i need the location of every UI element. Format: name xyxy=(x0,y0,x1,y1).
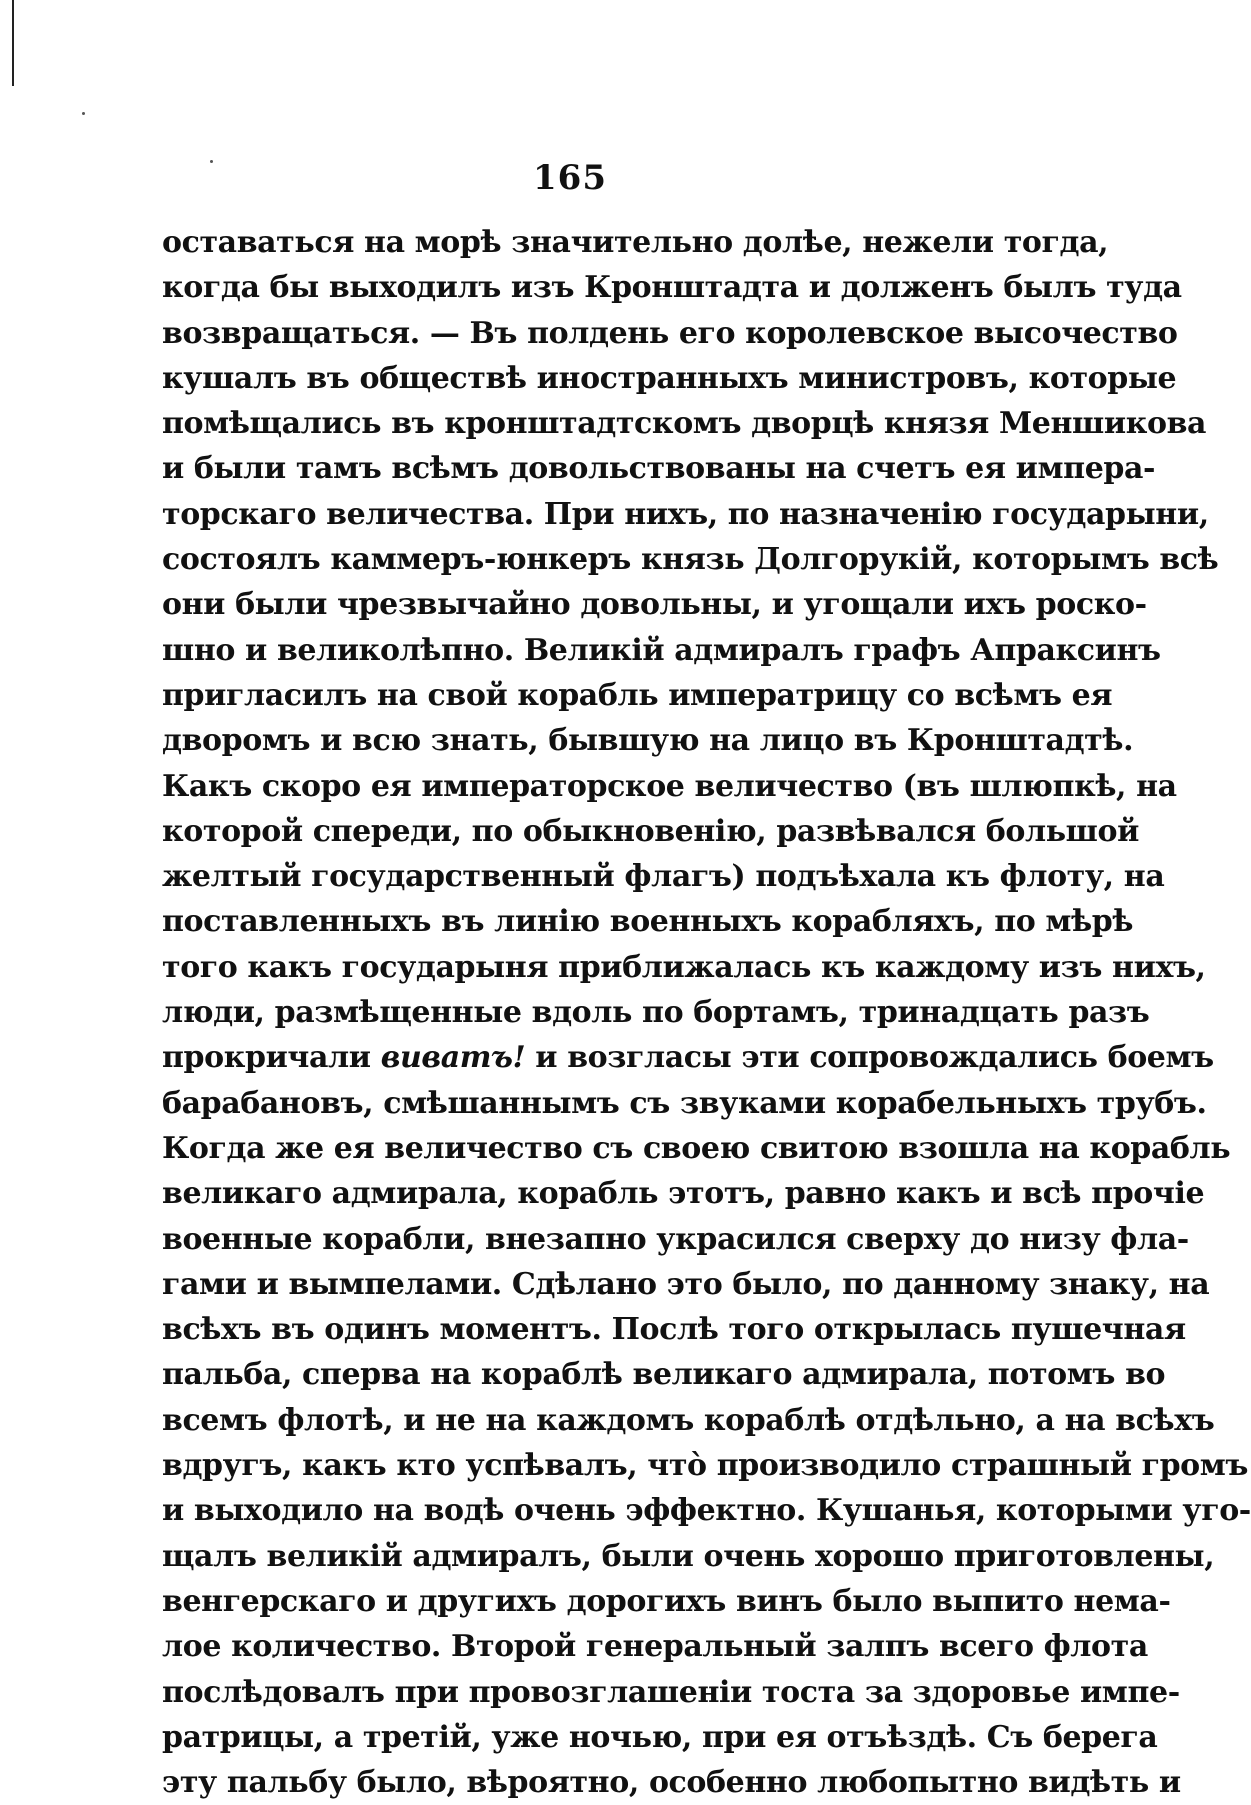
text-line-with-italic xyxy=(162,1035,1214,1080)
text-line: ратрицы, а третій, уже ночью, при ея отъѣздѣ. Съ берега xyxy=(162,1719,1158,1755)
text-line: военные корабли, внезапно украсился сверху до низу фла- xyxy=(162,1221,1189,1257)
text-segment: прокричали xyxy=(162,1040,381,1076)
text-line: они были чрезвычайно довольны, и угощали ихъ роско- xyxy=(162,587,1147,623)
print-speck xyxy=(82,112,85,115)
text-line: которой спереди, по обыкновенію, развѣвался большой xyxy=(162,813,1139,849)
text-line: эту пальбу было, вѣроятно, особенно любопытно видѣть и xyxy=(162,1765,1181,1801)
text-line: барабановъ, смѣшаннымъ съ звуками корабельныхъ трубъ. xyxy=(162,1085,1207,1121)
text-line: гами и вымпелами. Сдѣлано это было, по данному знаку, на xyxy=(162,1266,1210,1302)
text-line: желтый государственный флагъ) подъѣхала къ флоту, на xyxy=(162,859,1165,895)
text-line: всѣхъ въ одинъ моментъ. Послѣ того открылась пушечная xyxy=(162,1312,1186,1348)
text-line: и были тамъ всѣмъ довольствованы на счетъ ея импера- xyxy=(162,451,1156,487)
text-line: состоялъ каммеръ-юнкеръ князь Долгорукій, которымъ всѣ xyxy=(162,542,1219,578)
text-line: помѣщались въ кронштадтскомъ дворцѣ князя Меншикова xyxy=(162,406,1207,442)
body-text xyxy=(162,220,1251,1805)
text-segment: и возгласы эти сопровождались боемъ xyxy=(525,1040,1214,1076)
text-line: возвращаться. — Въ полдень его королевское высочество xyxy=(162,315,1178,351)
text-line: когда бы выходилъ изъ Кронштадта и долженъ былъ туда xyxy=(162,270,1182,306)
text-line: люди, размѣщенные вдоль по бортамъ, тринадцать разъ xyxy=(162,995,1150,1031)
text-line: венгерскаго и другихъ дорогихъ винъ было выпито нема- xyxy=(162,1583,1171,1619)
text-line: лое количество. Второй генеральный залпъ всего флота xyxy=(162,1629,1148,1665)
text-line: торскаго величества. При нихъ, по назначенію государыни, xyxy=(162,496,1209,532)
text-line: пригласилъ на свой корабль императрицу со всѣмъ ея xyxy=(162,677,1113,713)
text-line: послѣдовалъ при провозглашеніи тоста за здоровье импе- xyxy=(162,1674,1180,1710)
italic-word: виватъ! xyxy=(380,1040,526,1076)
text-line: и выходило на водѣ очень эффектно. Кушанья, которыми уго- xyxy=(162,1493,1251,1529)
text-line: всемъ флотѣ, и не на каждомъ кораблѣ отдѣльно, а на всѣхъ xyxy=(162,1402,1215,1438)
text-line: щалъ великій адмиралъ, были очень хорошо приготовлены, xyxy=(162,1538,1215,1574)
text-line: оставаться на морѣ значительно долѣе, нежели тогда, xyxy=(162,225,1109,260)
text-line: дворомъ и всю знать, бывшую на лицо въ Кронштадтѣ. xyxy=(162,723,1134,759)
page-number: 165 xyxy=(533,158,607,198)
text-line: вдругъ, какъ кто успѣвалъ, что̀ производило страшный громъ xyxy=(162,1448,1249,1484)
text-line: того какъ государыня приближалась къ каждому изъ нихъ, xyxy=(162,949,1206,985)
text-line: Какъ скоро ея императорское величество (въ шлюпкѣ, на xyxy=(162,768,1177,804)
text-line: кушалъ въ обществѣ иностранныхъ министровъ, которые xyxy=(162,360,1177,396)
text-line: Когда же ея величество съ своею свитою взошла на корабль xyxy=(162,1130,1231,1166)
text-line: великаго адмирала, корабль этотъ, равно какъ и всѣ прочіе xyxy=(162,1176,1205,1212)
page-edge-mark xyxy=(12,0,14,86)
text-line: шно и великолѣпно. Великій адмиралъ графъ Апраксинъ xyxy=(162,632,1161,668)
text-line: пальба, сперва на кораблѣ великаго адмирала, потомъ во xyxy=(162,1357,1166,1393)
text-line: поставленныхъ въ линію военныхъ корабляхъ, по мѣрѣ xyxy=(162,904,1134,940)
